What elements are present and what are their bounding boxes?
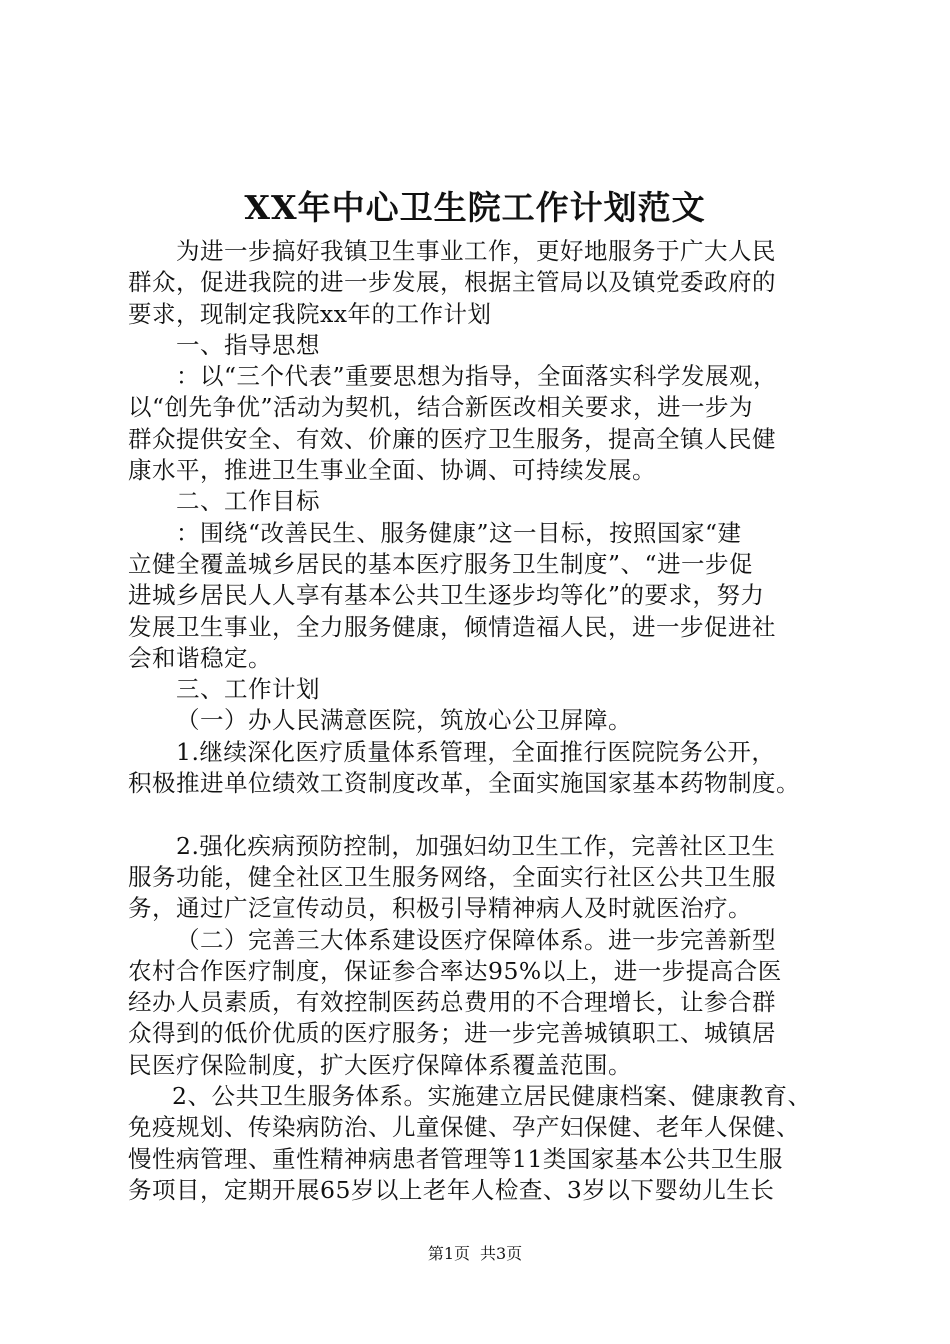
section-heading: 二、工作目标 — [176, 487, 320, 516]
paragraph-line: 服务功能，健全社区卫生服务网络，全面实行社区公共卫生服 — [128, 862, 776, 891]
paragraph-line: 务，通过广泛宣传动员，积极引导精神病人及时就医治疗。 — [128, 894, 752, 923]
paragraph-line: 1.继续深化医疗质量体系管理，全面推行医院院务公开， — [176, 737, 776, 766]
blank-line — [128, 799, 848, 830]
paragraph-line: 免疫规划、传染病防治、儿童保健、孕产妇保健、老年人保健、 — [128, 1113, 800, 1142]
section-heading: 一、指导思想 — [176, 330, 320, 359]
paragraph-line: 民医疗保险制度，扩大医疗保障体系覆盖范围。 — [128, 1050, 632, 1079]
paragraph-line: 群众提供安全、有效、价廉的医疗卫生服务，提高全镇人民健 — [128, 424, 776, 453]
paragraph-line: ：围绕“改善民生、服务健康”这一目标，按照国家“建 — [176, 518, 742, 547]
paragraph-line: 2.强化疾病预防控制，加强妇幼卫生工作，完善社区卫生 — [176, 831, 776, 860]
section-heading: 三、工作计划 — [176, 675, 320, 704]
paragraph-line: 要求，现制定我院xx年的工作计划 — [128, 299, 492, 328]
paragraph-line: 群众，促进我院的进一步发展，根据主管局以及镇党委政府的 — [128, 268, 776, 297]
paragraph-line: 积极推进单位绩效工资制度改革，全面实施国家基本药物制度。 — [128, 769, 800, 798]
subsection-heading: （二）完善三大体系建设医疗保障体系。进一步完善新型 — [176, 925, 776, 954]
paragraph-line: 发展卫生事业，全力服务健康，倾情造福人民，进一步促进社 — [128, 612, 776, 641]
document-title: XX年中心卫生院工作计划范文 — [244, 188, 706, 227]
paragraph-line: 为进一步搞好我镇卫生事业工作，更好地服务于广大人民 — [176, 237, 776, 265]
paragraph-line: ：以“三个代表”重要思想为指导，全面落实科学发展观， — [176, 362, 778, 391]
paragraph-line: 众得到的低价优质的医疗服务；进一步完善城镇职工、城镇居 — [128, 1019, 776, 1048]
paragraph-line: 进城乡居民人人享有基本公共卫生逐步均等化”的要求，努力 — [128, 581, 765, 610]
page-total: 共3页 — [480, 1244, 523, 1263]
paragraph-line: 慢性病管理、重性精神病患者管理等11类国家基本公共卫生服 — [128, 1144, 783, 1173]
paragraph-line: 立健全覆盖城乡居民的基本医疗服务卫生制度”、“进一步促 — [128, 549, 754, 578]
paragraph-line: 会和谐稳定。 — [128, 643, 272, 672]
paragraph-line: 经办人员素质，有效控制医药总费用的不合理增长，让参合群 — [128, 988, 776, 1017]
paragraph-line: 务项目，定期开展65岁以上老年人检查、3岁以下婴幼儿生长 — [128, 1175, 775, 1204]
paragraph-line: 康水平，推进卫生事业全面、协调、可持续发展。 — [128, 456, 656, 485]
document-body — [128, 236, 848, 1206]
page-footer — [0, 1243, 950, 1265]
page-number: 第1页 — [427, 1244, 470, 1263]
paragraph-line: 以“创先争优”活动为契机，结合新医改相关要求，进一步为 — [128, 393, 754, 422]
paragraph-line: 农村合作医疗制度，保证参合率达95%以上，进一步提高合医 — [128, 956, 782, 985]
paragraph-line: 2、公共卫生服务体系。实施建立居民健康档案、健康教育、 — [172, 1082, 812, 1111]
subsection-heading: （一）办人民满意医院，筑放心公卫屏障。 — [176, 706, 632, 735]
